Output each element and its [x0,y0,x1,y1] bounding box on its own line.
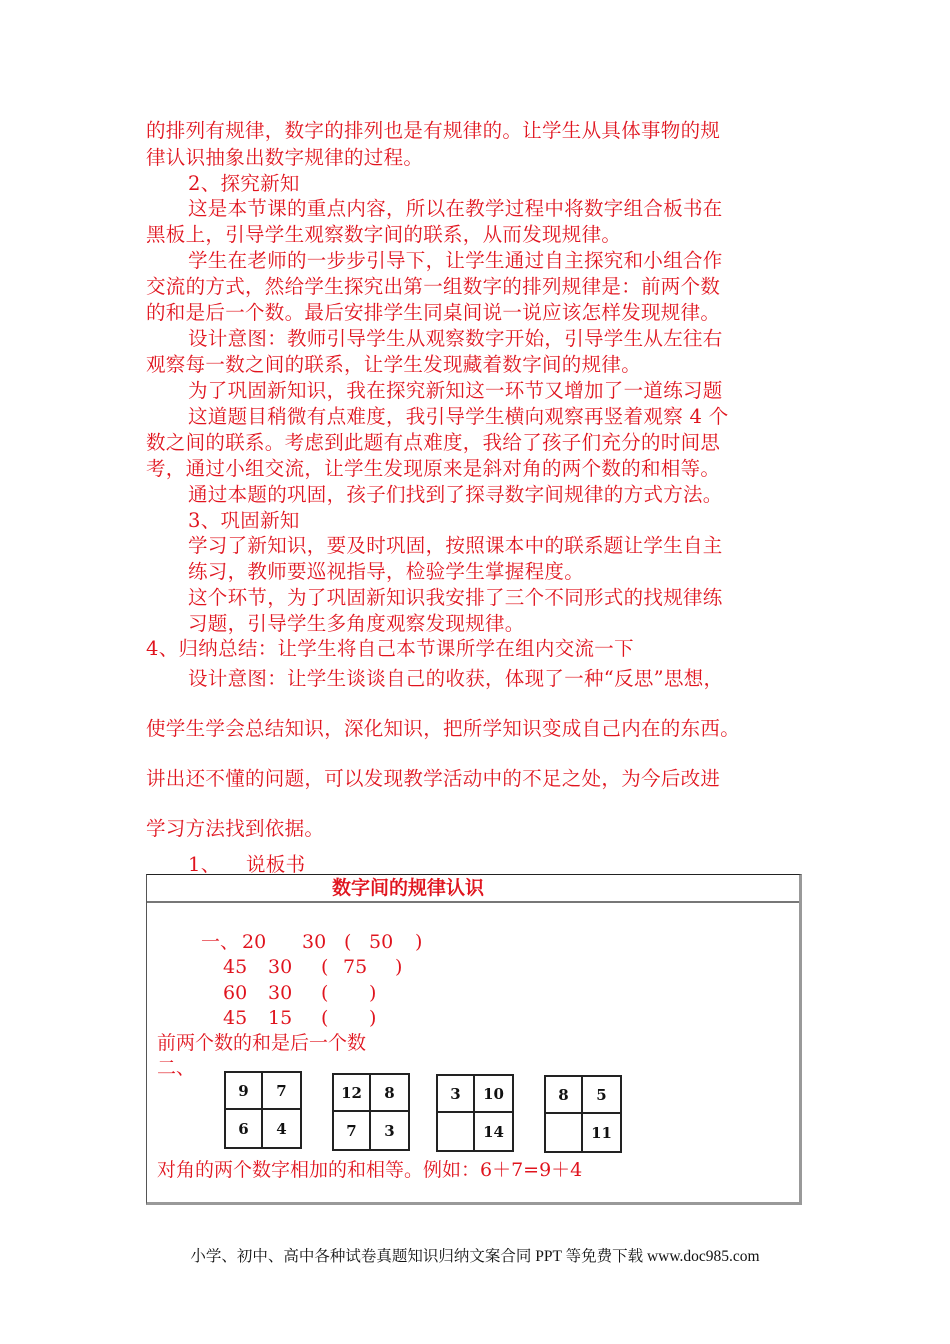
paren-open: ( [344,931,352,953]
row-answer: 50 [369,931,394,953]
part2-label: 二、 [157,1057,196,1079]
part1-label: 一、 [201,931,240,953]
section-heading-2: 2、探究新知 [188,172,300,195]
paragraph-line: 设计意图：教师引导学生从观察数字开始，引导学生从左往右 [188,327,723,350]
grid-cell: 3 [384,1121,395,1140]
paren-close: ) [369,982,377,1004]
grid-cell: 6 [226,1110,263,1147]
grid-cell: 9 [226,1073,263,1110]
grid-cell [546,1114,583,1151]
paragraph-line: 黑板上，引导学生观察数字间的联系，从而发现规律。 [146,223,622,246]
row-value-a: 45 [223,956,248,978]
paren-open: ( [321,1007,329,1029]
paragraph-line: 使学生学会总结知识，深化知识，把所学知识变成自己内在的东西。 [146,717,741,740]
row-value-a: 45 [223,1007,248,1029]
paren-open: ( [321,982,329,1004]
grid-cell: 5 [583,1077,620,1114]
paragraph-line: 讲出还不懂的问题，可以发现教学活动中的不足之处，为今后改进 [146,767,721,790]
paragraph-line: 学生在老师的一步步引导下，让学生通过自主探究和小组合作 [188,249,723,272]
row-value-b: 15 [268,1007,293,1029]
paragraph-line: 交流的方式，然给学生探究出第一组数字的排列规律是：前两个数 [146,275,721,298]
paragraph-line: 的排列有规律，数字的排列也是有规律的。让学生从具体事物的规 [146,119,721,142]
paragraph-line: 这个环节，为了巩固新知识我安排了三个不同形式的找规律练 [188,586,723,609]
paragraph-line: 通过本题的巩固，孩子们找到了探寻数字间规律的方式方法。 [188,483,723,506]
paragraph-line: 观察每一数之间的联系，让学生发现藏着数字间的规律。 [146,353,642,376]
row-value-b: 30 [302,931,327,953]
board-header [147,875,799,903]
number-grid [332,1073,410,1151]
paragraph-line: 练习，教师要巡视指导，检验学生掌握程度。 [188,560,585,583]
paragraph-line: 学习方法找到依据。 [146,817,325,840]
grid-cell: 8 [371,1075,408,1112]
number-grid [436,1074,514,1152]
paragraph-line: 设计意图：让学生谈谈自己的收获，体现了一种“反思”思想， [188,667,724,690]
grid-cell: 8 [546,1077,583,1114]
grid-cell: 7 [263,1073,300,1110]
board-section-number: 1、 [188,853,221,876]
paragraph-line: 习题，引导学生多角度观察发现规律。 [188,612,525,635]
paragraph-line: 这道题目稍微有点难度，我引导学生横向观察再竖着观察 4 个 [188,405,729,428]
section-heading-4: 4、归纳总结：让学生将自己本节课所学在组内交流一下 [146,637,634,660]
paragraph-line: 的和是后一个数。最后安排学生同桌间说一说应该怎样发现规律。 [146,301,721,324]
paragraph-line: 学习了新知识，要及时巩固，按照课本中的联系题让学生自主 [188,534,723,557]
grid-cell: 11 [591,1123,612,1142]
paren-close: ) [369,1007,377,1029]
paren-open: ( [321,956,329,978]
paragraph-line: 考，通过小组交流，让学生发现原来是斜对角的两个数的和相等。 [146,457,721,480]
paren-close: ) [395,956,403,978]
grid-cell [438,1113,475,1150]
row-value-b: 30 [268,982,293,1004]
page-footer: 小学、初中、高中各种试卷真题知识归纳文案合同 PPT 等免费下载 www.doc985.com [190,1248,760,1265]
number-grid [224,1071,302,1149]
number-grid [544,1075,622,1153]
row-value-a: 20 [242,931,267,953]
grid-cell: 4 [276,1119,287,1138]
grid-cell: 14 [483,1122,504,1141]
board-section-label: 说板书 [246,853,306,876]
grid-cell: 7 [334,1112,371,1149]
row-value-a: 60 [223,982,248,1004]
row-answer: 75 [343,956,368,978]
blackboard-layout-table [146,874,802,1205]
paragraph-line: 为了巩固新知识，我在探究新知这一环节又增加了一道练习题 [188,379,723,402]
paragraph-line: 这是本节课的重点内容，所以在教学过程中将数字组合板书在 [188,197,723,220]
paragraph-line: 律认识抽象出数字规律的过程。 [146,146,424,169]
rule-one-text: 前两个数的和是后一个数 [157,1032,367,1054]
section-heading-3: 3、巩固新知 [188,509,300,532]
paragraph-line: 数之间的联系。考虑到此题有点难度，我给了孩子们充分的时间思 [146,431,721,454]
grid-cell: 12 [334,1075,371,1112]
grid-cell: 3 [438,1076,475,1113]
row-value-b: 30 [268,956,293,978]
paren-close: ) [415,931,423,953]
board-title: 数字间的规律认识 [332,877,485,899]
rule-two-text: 对角的两个数字相加的和相等。例如：6＋7=9＋4 [157,1159,583,1181]
grid-cell: 10 [475,1076,512,1113]
